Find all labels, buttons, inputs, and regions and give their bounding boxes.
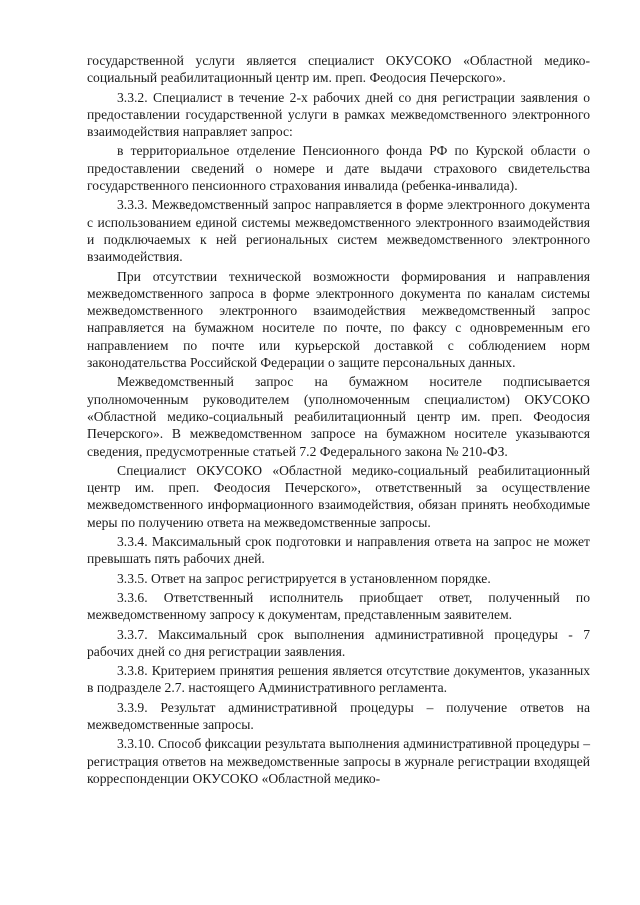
paragraph-3-3-5: 3.3.5. Ответ на запрос регистрируется в установленном порядке. xyxy=(117,570,491,586)
document-page xyxy=(87,52,590,789)
paragraph-service-specialist: государственной услуги является специалист ОКУСОКО «Областной медико-социальный реабилитационный центр им. преп. Феодосия Печерского». xyxy=(87,53,590,86)
paragraph-3-3-2: 3.3.2. Специалист в течение 2-х рабочих дней со дня регистрации заявления о предоставлении государственной услуги в рамках межведомственного электронного взаимодействия направляет запрос: xyxy=(87,89,590,140)
paragraph-3-3-7: 3.3.7. Максимальный срок выполнения административной процедуры - 7 рабочих дней со дня регистрации заявления. xyxy=(87,626,590,659)
paragraph-3-3-4: 3.3.4. Максимальный срок подготовки и направления ответа на запрос не может превышать пять рабочих дней. xyxy=(87,534,590,567)
paragraph-3-3-3: 3.3.3. Межведомственный запрос направляется в форме электронного документа с использованием единой системы межведомственного электронного взаимодействия и подключаемых к ней региональных систем межведомственного электронного взаимодействия. xyxy=(87,197,590,265)
paragraph-3-3-9: 3.3.9. Результат административной процедуры – получение ответов на межведомственные запросы. xyxy=(87,699,590,732)
paragraph-pension-fund-request: в территориальное отделение Пенсионного фонда РФ по Курской области о предоставлении сведений о номере и дате выдачи страхового свидетельства государственного пенсионного страхования инвалида (ребенка-инвалида). xyxy=(87,143,590,194)
paragraph-paper-request: При отсутствии технической возможности формирования и направления межведомственного запроса в форме электронного документа по каналам системы межведомственного электронного взаимодействия межведомственный запрос направляется на бумажном носителе по почте, по факсу с одновременным его направлением по почте или курьерской доставкой с соблюдением норм законодательства Российской Федерации о защите персональных данных. xyxy=(87,268,590,371)
paragraph-responsible-specialist: Специалист ОКУСОКО «Областной медико-социальный реабилитационный центр им. преп. Феодосия Печерского», ответственный за осуществление межведомственного информационного взаимодействия, обязан принять необходимые меры по получению ответа на межведомственные запросы. xyxy=(87,462,590,530)
paragraph-3-3-8: 3.3.8. Критерием принятия решения является отсутствие документов, указанных в подразделе 2.7. настоящего Административного регламента. xyxy=(87,663,590,696)
paragraph-3-3-6: 3.3.6. Ответственный исполнитель приобщает ответ, полученный по межведомственному запросу к документам, представленным заявителем. xyxy=(87,589,590,623)
paragraph-request-signature: Межведомственный запрос на бумажном носителе подписывается уполномоченным руководителем (уполномоченным специалистом) ОКУСОКО «Областной медико-социальный реабилитационный центр им. преп. Феодосия Печерского». В межведомственном запросе на бумажном носителе указываются сведения, предусмотренные статьей 7.2 Федерального закона № 210-ФЗ. xyxy=(87,374,590,459)
paragraph-3-3-10: 3.3.10. Способ фиксации результата выполнения административной процедуры – регистрация ответов на межведомственные запросы в журнале регистрации входящей корреспонденции ОКУСОКО «Областной медико- xyxy=(87,736,590,786)
